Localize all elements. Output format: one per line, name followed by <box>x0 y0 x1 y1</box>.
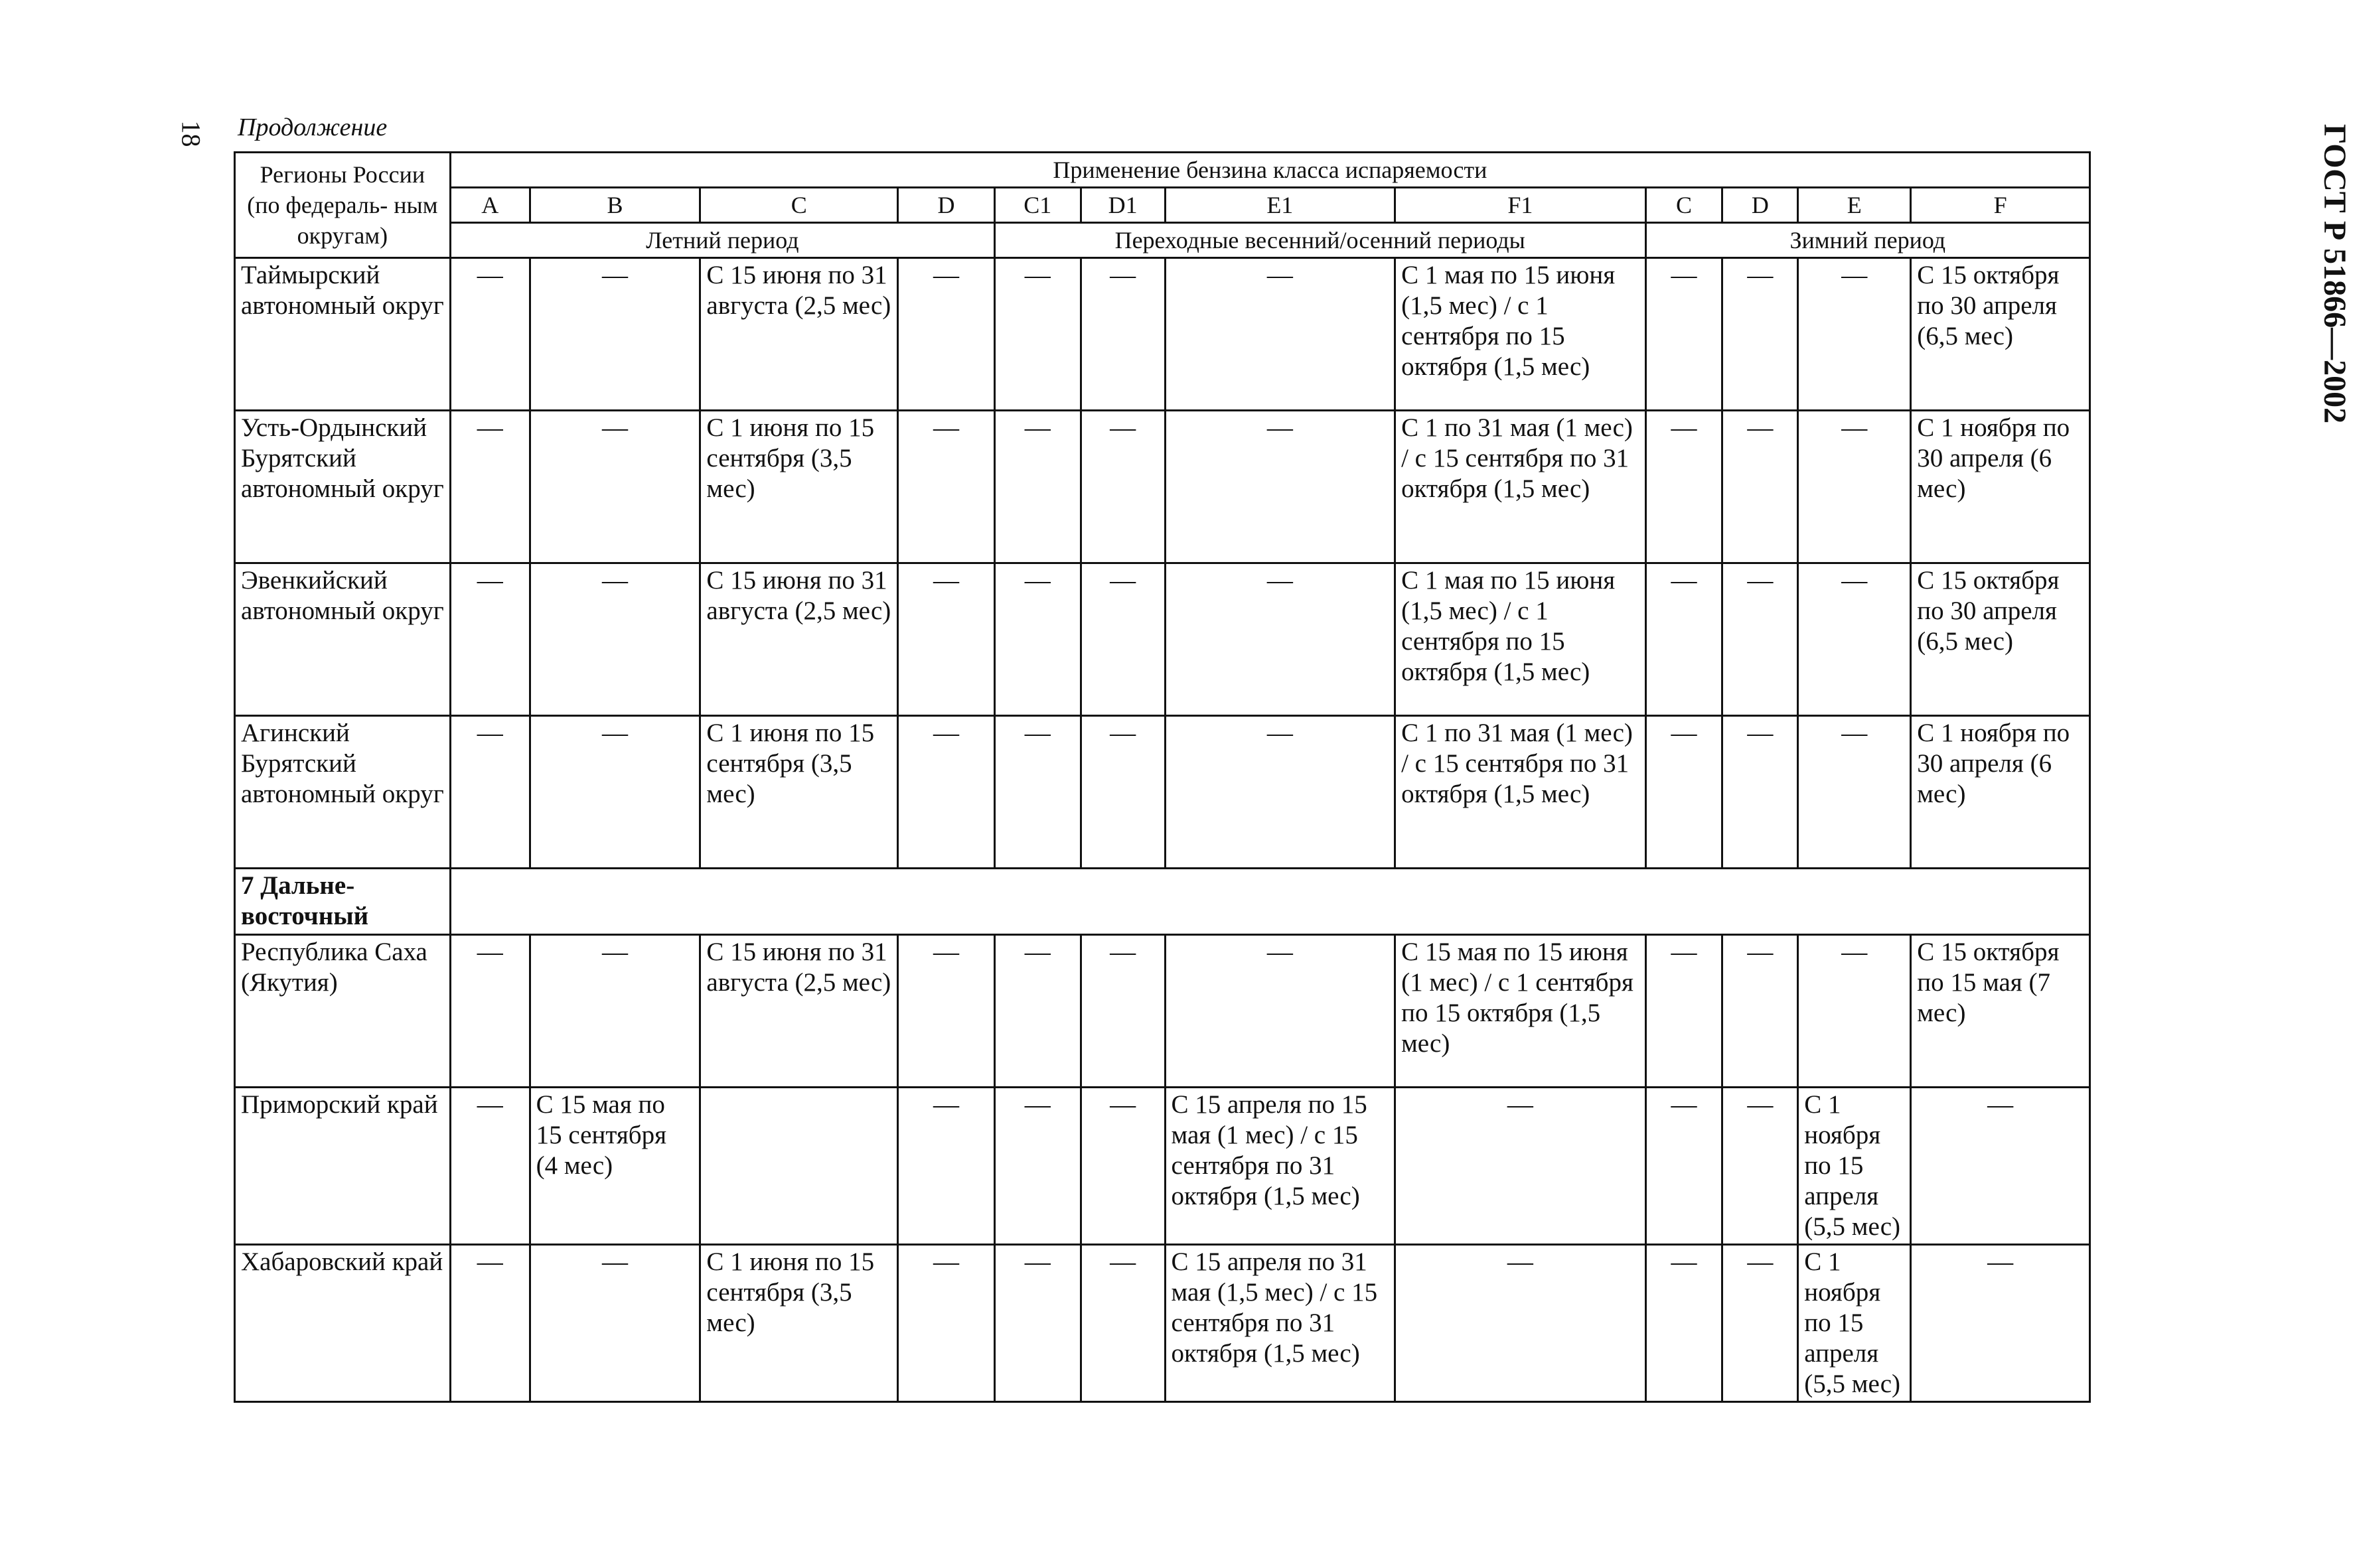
table-cell: — <box>1798 716 1911 869</box>
table-cell: — <box>994 1088 1081 1245</box>
table-cell: — <box>450 1245 530 1402</box>
table-row <box>235 258 2090 411</box>
region-name: Приморский край <box>235 1088 451 1245</box>
table-cell: — <box>1722 935 1798 1088</box>
table-cell: — <box>530 411 700 563</box>
region-name: Республика Саха (Якутия) <box>235 935 451 1088</box>
table-body <box>235 258 2090 1402</box>
table-cell: — <box>530 258 700 411</box>
period-summer: Летний период <box>450 223 994 258</box>
period-winter: Зимний период <box>1645 223 2089 258</box>
continued-label: Продолжение <box>238 113 388 141</box>
table-cell: — <box>530 935 700 1088</box>
table-cell: — <box>1165 563 1395 716</box>
table-cell: — <box>1081 1245 1165 1402</box>
table-row <box>235 563 2090 716</box>
region-name: Агинский Бурятский автономный округ <box>235 716 451 869</box>
table-cell: — <box>450 716 530 869</box>
table-cell: — <box>1645 1088 1722 1245</box>
region-name: Усть-Ордынский Бурятский автономный округ <box>235 411 451 563</box>
table-cell: — <box>898 563 995 716</box>
table-row <box>235 935 2090 1088</box>
table-cell: — <box>1395 1245 1645 1402</box>
table-cell: — <box>1722 411 1798 563</box>
table-cell <box>700 1088 898 1245</box>
table-cell: — <box>994 563 1081 716</box>
table-cell: С 1 ноября по 15 апреля (5,5 мес) <box>1798 1245 1911 1402</box>
region-name: Хабаровский край <box>235 1245 451 1402</box>
table-cell: — <box>1722 563 1798 716</box>
table-cell: — <box>1165 411 1395 563</box>
table-cell: С 1 по 31 мая (1 мес) / с 15 сентября по 31 октября (1,5 мес) <box>1395 716 1645 869</box>
table-row <box>235 716 2090 869</box>
class-header: F1 <box>1395 188 1645 223</box>
table-cell: С 1 июня по 15 сентября (3,5 мес) <box>700 716 898 869</box>
region-name: Таймырский автономный округ <box>235 258 451 411</box>
table-cell: — <box>994 1245 1081 1402</box>
table-cell: С 15 апреля по 31 мая (1,5 мес) / с 15 сентября по 31 октября (1,5 мес) <box>1165 1245 1395 1402</box>
table-cell: С 1 июня по 15 сентября (3,5 мес) <box>700 1245 898 1402</box>
header-regions: Регионы России (по федераль- ным округам) <box>235 153 451 258</box>
table-cell: — <box>450 411 530 563</box>
table-cell: — <box>1081 563 1165 716</box>
table-cell: — <box>1165 716 1395 869</box>
class-header: C1 <box>994 188 1081 223</box>
table-cell: — <box>1645 716 1722 869</box>
table-cell: — <box>530 563 700 716</box>
table-cell <box>450 869 2089 935</box>
class-header: E <box>1798 188 1911 223</box>
table-cell: С 15 июня по 31 августа (2,5 мес) <box>700 258 898 411</box>
table-cell: — <box>1081 411 1165 563</box>
table-cell: — <box>1645 411 1722 563</box>
table-cell: — <box>1722 1245 1798 1402</box>
table-cell: С 1 мая по 15 июня (1,5 мес) / с 1 сентября по 15 октября (1,5 мес) <box>1395 258 1645 411</box>
table-cell: — <box>1722 1088 1798 1245</box>
class-header: D <box>898 188 995 223</box>
period-transitional: Переходные весенний/осенний периоды <box>994 223 1645 258</box>
table-cell: С 1 мая по 15 июня (1,5 мес) / с 1 сентября по 15 октября (1,5 мес) <box>1395 563 1645 716</box>
table-cell: — <box>1645 1245 1722 1402</box>
table-cell: С 1 июня по 15 сентября (3,5 мес) <box>700 411 898 563</box>
evaporation-class-table <box>234 151 2091 1403</box>
district-row <box>235 869 2090 935</box>
table-cell: С 1 ноября по 30 апреля (6 мес) <box>1911 716 2090 869</box>
page-number: 18 <box>176 120 206 147</box>
table-cell: — <box>1798 563 1911 716</box>
table-cell: С 1 по 31 мая (1 мес) / с 15 сентября по 31 октября (1,5 мес) <box>1395 411 1645 563</box>
class-header: D1 <box>1081 188 1165 223</box>
header-classes <box>235 188 2090 223</box>
table-cell: — <box>994 258 1081 411</box>
table-cell: — <box>994 716 1081 869</box>
table-cell: С 1 ноября по 15 апреля (5,5 мес) <box>1798 1088 1911 1245</box>
table-cell: — <box>530 716 700 869</box>
table-cell: — <box>450 1088 530 1245</box>
table-cell: — <box>1645 935 1722 1088</box>
table-cell: — <box>1081 716 1165 869</box>
standard-id: ГОСТ Р 51866—2002 <box>2317 123 2353 424</box>
table-cell: — <box>898 716 995 869</box>
table-cell: — <box>1722 716 1798 869</box>
class-header: B <box>530 188 700 223</box>
table-cell: — <box>898 1088 995 1245</box>
table-cell: С 15 июня по 31 августа (2,5 мес) <box>700 563 898 716</box>
table-cell: — <box>1798 935 1911 1088</box>
table-cell: — <box>1798 411 1911 563</box>
table-cell: — <box>898 1245 995 1402</box>
table-cell: — <box>1798 258 1911 411</box>
table-cell: С 1 ноября по 30 апреля (6 мес) <box>1911 411 2090 563</box>
table-cell: С 15 апреля по 15 мая (1 мес) / с 15 сентября по 31 октября (1,5 мес) <box>1165 1088 1395 1245</box>
class-header: E1 <box>1165 188 1395 223</box>
table-cell: — <box>1911 1088 2090 1245</box>
table-cell: — <box>994 411 1081 563</box>
table-cell: С 15 мая по 15 июня (1 мес) / с 1 сентября по 15 октября (1,5 мес) <box>1395 935 1645 1088</box>
table-cell: — <box>1165 258 1395 411</box>
table-cell: — <box>1081 935 1165 1088</box>
table-cell: — <box>898 258 995 411</box>
class-header: F <box>1911 188 2090 223</box>
table-cell: — <box>1911 1245 2090 1402</box>
table-cell: С 15 июня по 31 августа (2,5 мес) <box>700 935 898 1088</box>
table-cell: С 15 октября по 15 мая (7 мес) <box>1911 935 2090 1088</box>
table-cell: — <box>898 411 995 563</box>
class-header: C <box>1645 188 1722 223</box>
district-name: 7 Дальне- восточный <box>235 869 451 935</box>
table-cell: — <box>450 258 530 411</box>
class-header: A <box>450 188 530 223</box>
table-row <box>235 411 2090 563</box>
table-cell: С 15 октября по 30 апреля (6,5 мес) <box>1911 563 2090 716</box>
table-cell: — <box>1645 258 1722 411</box>
header-application: Применение бензина класса испаряемости <box>450 153 2089 188</box>
class-header: C <box>700 188 898 223</box>
table-cell: — <box>1645 563 1722 716</box>
table-cell: С 15 мая по 15 сентября (4 мес) <box>530 1088 700 1245</box>
table-cell: — <box>1081 258 1165 411</box>
table-cell: — <box>1722 258 1798 411</box>
table-cell: — <box>1165 935 1395 1088</box>
table-cell: — <box>450 935 530 1088</box>
table-cell: — <box>1081 1088 1165 1245</box>
table-row <box>235 1245 2090 1402</box>
table-cell: — <box>450 563 530 716</box>
table-cell: — <box>994 935 1081 1088</box>
table-cell: С 15 октября по 30 апреля (6,5 мес) <box>1911 258 2090 411</box>
table-cell: — <box>1395 1088 1645 1245</box>
table-cell: — <box>898 935 995 1088</box>
region-name: Эвенкийский автономный округ <box>235 563 451 716</box>
class-header: D <box>1722 188 1798 223</box>
table-cell: — <box>530 1245 700 1402</box>
table-row <box>235 1088 2090 1245</box>
